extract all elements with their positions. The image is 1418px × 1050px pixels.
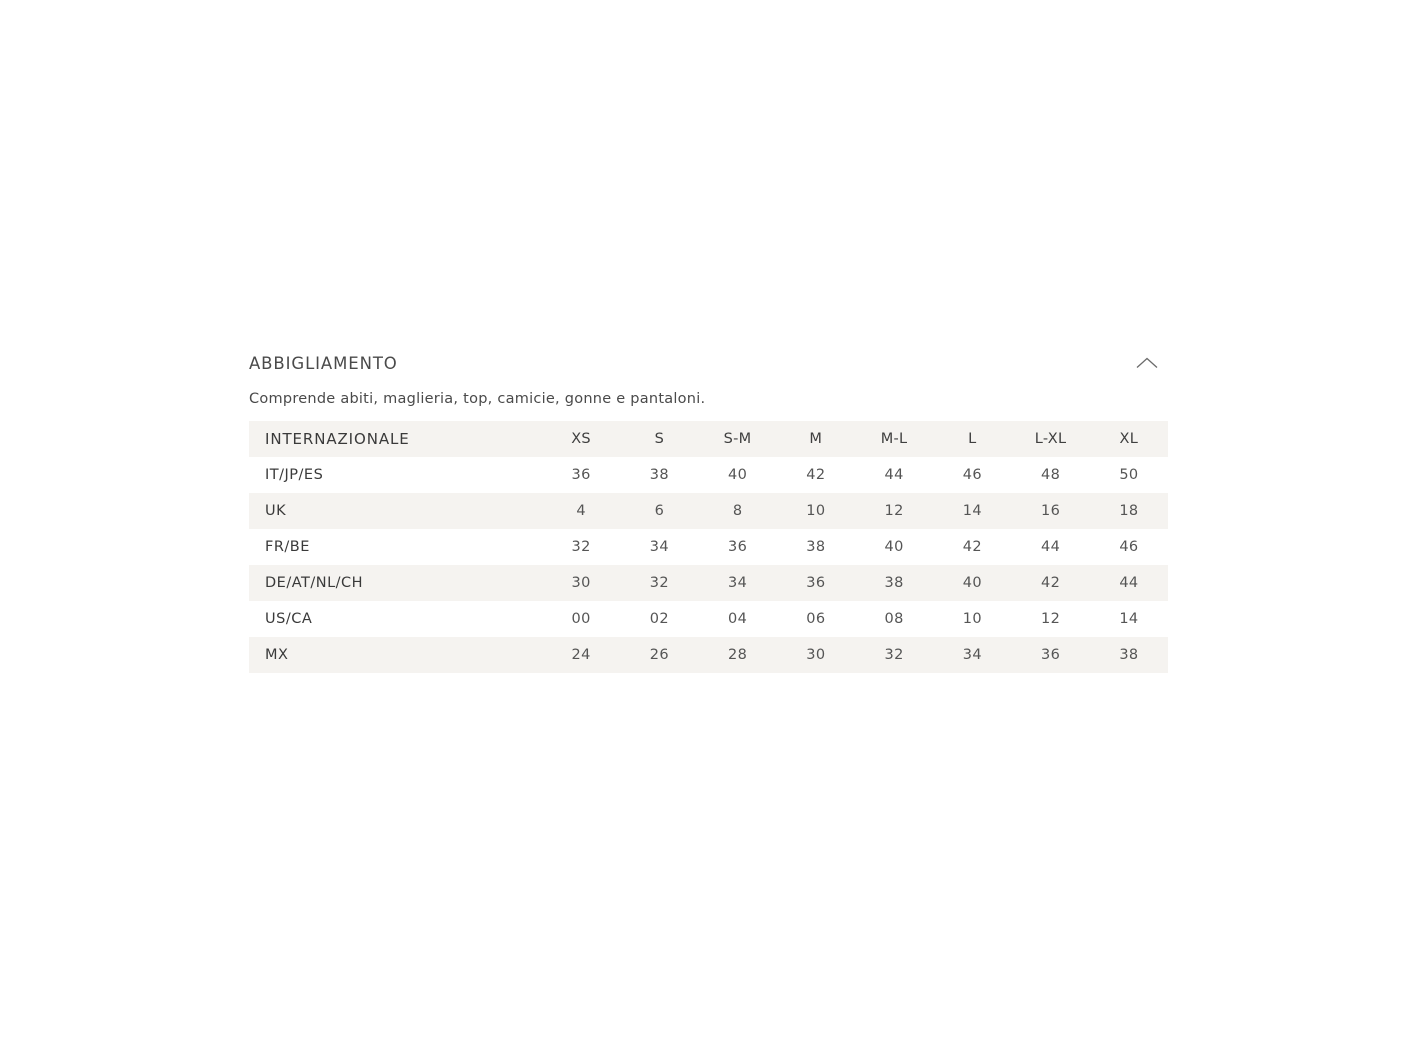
row-1-value-6: 16: [1041, 503, 1061, 519]
row-5-value-0: 24: [571, 647, 591, 663]
table-header-size-4: M-L: [880, 431, 908, 447]
row-1-value-5: 14: [962, 503, 982, 519]
row-label: IT/JP/ES: [265, 467, 324, 483]
table-header-size-7: XL: [1119, 431, 1139, 447]
section-header[interactable]: [249, 345, 1168, 381]
row-3-value-5: 40: [962, 575, 982, 591]
size-conversion-table: [249, 421, 1168, 673]
row-4-value-4: 08: [884, 611, 904, 627]
row-5-value-1: 26: [649, 647, 669, 663]
row-4-value-5: 10: [962, 611, 982, 627]
row-0-value-1: 38: [649, 467, 669, 483]
row-label: MX: [265, 647, 289, 663]
row-label: UK: [265, 503, 287, 519]
row-1-value-0: 4: [576, 503, 586, 519]
row-2-value-2: 36: [728, 539, 748, 555]
row-3-value-4: 38: [884, 575, 904, 591]
table-header-size-2: S-M: [723, 431, 752, 447]
table-row: [249, 565, 1168, 601]
row-0-value-0: 36: [571, 467, 591, 483]
table-header-size-0: XS: [571, 431, 591, 447]
row-5-value-7: 38: [1119, 647, 1139, 663]
chevron-up-icon[interactable]: [1130, 346, 1164, 380]
row-5-value-6: 36: [1041, 647, 1061, 663]
row-0-value-3: 42: [806, 467, 826, 483]
table-header-size-1: S: [654, 431, 665, 447]
table-header-label: INTERNAZIONALE: [265, 430, 410, 448]
row-label: DE/AT/NL/CH: [265, 575, 364, 591]
row-2-value-6: 44: [1041, 539, 1061, 555]
row-4-value-2: 04: [728, 611, 748, 627]
row-2-value-1: 34: [649, 539, 669, 555]
page-title: ABBIGLIAMENTO: [249, 353, 398, 373]
row-5-value-2: 28: [728, 647, 748, 663]
row-3-value-7: 44: [1119, 575, 1139, 591]
row-0-value-2: 40: [728, 467, 748, 483]
row-4-value-0: 00: [571, 611, 591, 627]
size-guide-panel: [249, 345, 1168, 673]
row-2-value-3: 38: [806, 539, 826, 555]
row-3-value-1: 32: [649, 575, 669, 591]
row-1-value-4: 12: [884, 503, 904, 519]
table-row: [249, 457, 1168, 493]
row-2-value-4: 40: [884, 539, 904, 555]
section-description: Comprende abiti, maglieria, top, camicie, gonne e pantaloni.: [249, 391, 706, 407]
row-3-value-2: 34: [728, 575, 748, 591]
row-4-value-1: 02: [649, 611, 669, 627]
row-2-value-7: 46: [1119, 539, 1139, 555]
row-1-value-1: 6: [654, 503, 665, 519]
table-row: [249, 601, 1168, 637]
row-4-value-7: 14: [1119, 611, 1139, 627]
row-5-value-3: 30: [806, 647, 826, 663]
row-5-value-4: 32: [884, 647, 904, 663]
row-3-value-3: 36: [806, 575, 826, 591]
row-label: FR/BE: [265, 539, 310, 555]
table-header-size-5: L: [968, 431, 977, 447]
row-3-value-6: 42: [1041, 575, 1061, 591]
row-1-value-3: 10: [806, 503, 826, 519]
table-header-size-6: L-XL: [1034, 431, 1067, 447]
row-3-value-0: 30: [571, 575, 591, 591]
row-0-value-4: 44: [884, 467, 904, 483]
row-2-value-0: 32: [571, 539, 591, 555]
table-row: [249, 637, 1168, 673]
row-0-value-7: 50: [1119, 467, 1139, 483]
row-label: US/CA: [265, 611, 313, 627]
row-0-value-6: 48: [1041, 467, 1061, 483]
table-row: [249, 493, 1168, 529]
row-5-value-5: 34: [962, 647, 982, 663]
row-4-value-6: 12: [1041, 611, 1061, 627]
table-row: [249, 529, 1168, 565]
table-header-row: [249, 421, 1168, 457]
row-0-value-5: 46: [962, 467, 982, 483]
row-1-value-2: 8: [732, 503, 743, 519]
row-2-value-5: 42: [962, 539, 982, 555]
row-1-value-7: 18: [1119, 503, 1139, 519]
row-4-value-3: 06: [806, 611, 826, 627]
table-header-size-3: M: [809, 431, 823, 447]
